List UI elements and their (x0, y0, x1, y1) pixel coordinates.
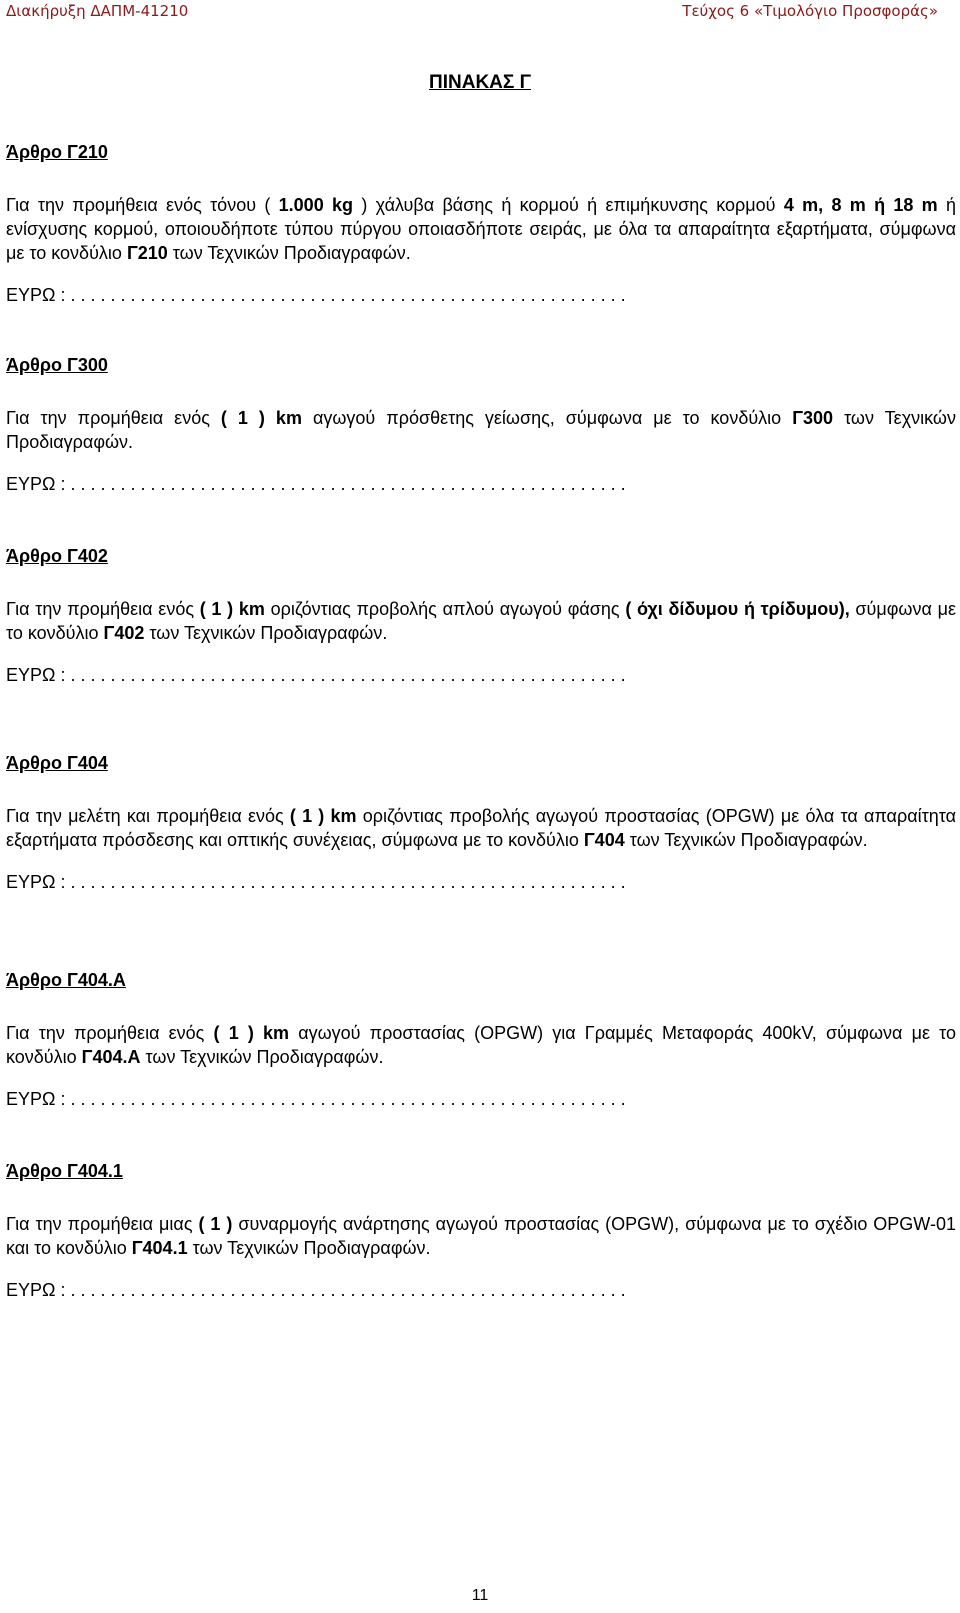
article-title: Άρθρο Γ404 (6, 753, 108, 773)
article-body: Για την προμήθεια ενός ( 1 ) km οριζόντιας προβολής απλού αγωγού φάσης ( όχι δίδυμου ή τρίδυμου), σύμφωνα με το κονδύλιο Γ402 των Τεχνικών Προδιαγραφών. (6, 599, 956, 643)
header-left: Διακήρυξη ΔΑΠΜ-41210 (6, 2, 189, 20)
table-title: ΠΙΝΑΚΑΣ Γ (429, 72, 531, 93)
article-title: Άρθρο Γ300 (6, 355, 108, 375)
article-title: Άρθρο Γ404.1 (6, 1161, 123, 1181)
article-g404-1 (6, 1160, 956, 1302)
article-title: Άρθρο Γ210 (6, 142, 108, 162)
page-number: 11 (471, 1587, 489, 1604)
article-body: Για την μελέτη και προμήθεια ενός ( 1 ) km οριζόντιας προβολής αγωγού προστασίας (OPGW) με όλα τα απαραίτητα εξαρτήματα πρόσδεσης και οπτικής συνέχειας, σύμφωνα με το κονδύλιο Γ404 των Τεχνικών Προδιαγραφών. (6, 806, 956, 850)
article-body: Για την προμήθεια ενός ( 1 ) km αγωγού πρόσθετης γείωσης, σύμφωνα με το κονδύλιο Γ300 των Τεχνικών Προδιαγραφών. (6, 408, 956, 452)
price-field: ΕΥΡΩ : . . . . . . . . . . . . . . . . . . . . . . . . . . . . . . . . . . . . . . . . . . . . . . . . . . . . . . . . (6, 872, 626, 892)
article-g300 (6, 354, 956, 496)
article-title: Άρθρο Γ402 (6, 546, 108, 566)
article-body: Για την προμήθεια μιας ( 1 ) συναρμογής ανάρτησης αγωγού προστασίας (OPGW), σύμφωνα με το σχέδιο OPGW-01 και το κονδύλιο Γ404.1 των Τεχνικών Προδιαγραφών. (6, 1214, 956, 1258)
article-g210 (6, 141, 956, 307)
article-body: Για την προμήθεια ενός ( 1 ) km αγωγού προστασίας (OPGW) για Γραμμές Μεταφοράς 400kV, σύμφωνα με το κονδύλιο Γ404.Α των Τεχνικών Προδιαγραφών. (6, 1023, 956, 1067)
price-field: ΕΥΡΩ : . . . . . . . . . . . . . . . . . . . . . . . . . . . . . . . . . . . . . . . . . . . . . . . . . . . . . . . . (6, 1280, 626, 1300)
page-header (6, 2, 938, 20)
price-field: ΕΥΡΩ : . . . . . . . . . . . . . . . . . . . . . . . . . . . . . . . . . . . . . . . . . . . . . . . . . . . . . . . . (6, 1089, 626, 1109)
article-g404 (6, 752, 956, 894)
article-g404a (6, 969, 956, 1111)
article-g402 (6, 545, 956, 687)
price-field: ΕΥΡΩ : . . . . . . . . . . . . . . . . . . . . . . . . . . . . . . . . . . . . . . . . . . . . . . . . . . . . . . . . (6, 665, 626, 685)
article-body: Για την προμήθεια ενός τόνου ( 1.000 kg ) χάλυβα βάσης ή κορμού ή επιμήκυνσης κορμού 4 m, 8 m ή 18 m ή ενίσχυσης κορμού, οποιουδήποτε τύπου πύργου οποιασδήποτε σειράς, με όλα τα απαραίτητα εξαρτήματα, σύμφωνα με το κονδύλιο Γ210 των Τεχνικών Προδιαγραφών. (6, 195, 957, 263)
article-title: Άρθρο Γ404.Α (6, 970, 126, 990)
price-field: ΕΥΡΩ : . . . . . . . . . . . . . . . . . . . . . . . . . . . . . . . . . . . . . . . . . . . . . . . . . . . . . . . . (6, 474, 626, 494)
price-field: ΕΥΡΩ : . . . . . . . . . . . . . . . . . . . . . . . . . . . . . . . . . . . . . . . . . . . . . . . . . . . . . . . . (6, 285, 626, 305)
header-right: Τεύχος 6 «Τιμολόγιο Προσφοράς» (682, 2, 938, 20)
